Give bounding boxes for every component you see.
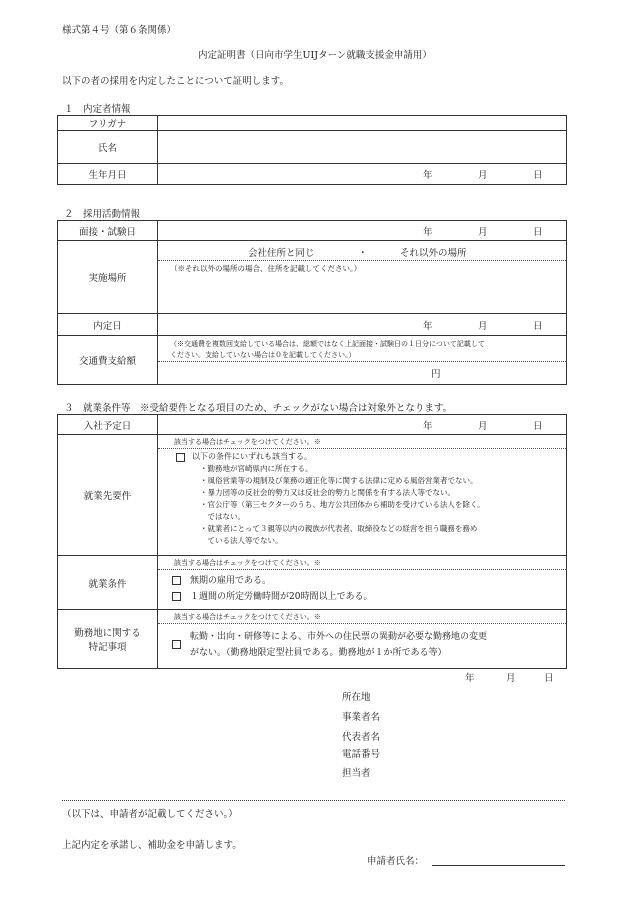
dotted-divider	[158, 569, 566, 570]
employer-item: ・官公庁等（第三セクターのうち、地方公共団体から補助を受けている法人を除く。	[200, 500, 485, 509]
birth-date-field[interactable]	[158, 164, 567, 185]
employer-item: ・暴力団等の反社会的勢力又は反社会的勢力と関係を有する法人等でない。	[200, 488, 455, 497]
workplace-label-line1: 勤務地に関する	[74, 628, 141, 639]
workplace-label-line2: 特記事項	[88, 642, 127, 653]
workplace-notes-field	[158, 610, 567, 669]
page-title: 内定証明書（日向市学生UIJターン就職支援金申請用）	[198, 50, 432, 61]
travel-cost-field[interactable]	[158, 336, 567, 385]
section2-heading: ２ 採用活動情報	[64, 209, 141, 220]
applicant-info-table	[57, 115, 567, 185]
signature-month: 月	[506, 673, 516, 684]
day-label: 日	[533, 420, 543, 432]
check-note: 該当する場合はチェックをつけてください。※	[174, 559, 321, 567]
day-label: 日	[533, 170, 543, 181]
travel-note-line2: ください。支給していない場合は０を記載してください。）	[170, 351, 356, 359]
dotted-divider	[158, 623, 566, 624]
section3-heading: ３ 就業条件等 ※受給要件となる項目のため、チェックがない場合は対象外となります。	[64, 403, 453, 414]
applicant-statement: 上記内定を承諾し、補助金を申請します。	[62, 840, 242, 851]
travel-cost-label: 交通費支給額	[58, 336, 158, 385]
working-conditions-label: 就業条件	[58, 556, 158, 610]
employer-requirements-label: 就業先要件	[58, 435, 158, 556]
start-date-field[interactable]	[158, 415, 567, 435]
interview-date-field[interactable]	[158, 221, 567, 241]
field-address: 所在地	[342, 692, 371, 703]
field-contact: 担当者	[342, 768, 371, 779]
workplace-text-line1: 転勤・出向・研修等による、市外への住民票の異動が必要な勤務地の変更	[190, 632, 488, 642]
field-company: 事業者名	[342, 712, 381, 723]
month-label: 月	[478, 320, 488, 332]
year-label: 年	[423, 420, 433, 432]
location-option-same[interactable]: 会社住所と同じ	[248, 248, 315, 259]
travel-note-line1: （※交通費を複数回支給している場合は、総額ではなく上記面接・試験日の１日分について記載して	[170, 340, 485, 348]
workplace-notes-label	[58, 610, 158, 669]
location-field[interactable]	[158, 241, 567, 314]
workplace-checkbox[interactable]	[172, 640, 181, 649]
weekly-hours-checkbox[interactable]	[172, 592, 181, 601]
dotted-divider	[158, 260, 566, 261]
year-label: 年	[423, 226, 433, 238]
furigana-label: フリガナ	[58, 116, 158, 131]
check-note: 該当する場合はチェックをつけてください。※	[174, 613, 321, 621]
employer-item: ・就業者にとって３親等以内の親族が代表者、取締役などの経営を担う職務を務め	[200, 524, 478, 533]
furigana-field[interactable]	[158, 116, 567, 131]
dotted-divider	[158, 448, 566, 449]
condition-item: １週間の所定労働時間が20時間以上である。	[190, 592, 373, 602]
yen-label: 円	[431, 369, 441, 380]
applicant-name-label: 申請者氏名：	[367, 856, 425, 867]
employer-item: ・勤務地が宮崎県内に所在する。	[200, 464, 313, 473]
condition-item: 無期の雇用である。	[190, 576, 272, 586]
month-label: 月	[478, 170, 488, 181]
employer-item: ている法人等でない。	[200, 536, 283, 545]
applicant-note: （以下は、申請者が記載してください。）	[62, 809, 238, 820]
permanent-employment-checkbox[interactable]	[172, 576, 181, 585]
year-label: 年	[423, 320, 433, 332]
working-conditions-field	[158, 556, 567, 610]
start-date-label: 入社予定日	[58, 415, 158, 435]
signature-day: 日	[544, 673, 554, 684]
location-separator: ・	[358, 248, 368, 259]
location-note: （※それ以外の場所の場合、住所を記載してください。）	[170, 264, 362, 273]
year-label: 年	[423, 170, 433, 181]
location-option-other[interactable]: それ以外の場所	[400, 248, 467, 259]
month-label: 月	[478, 420, 488, 432]
name-label: 氏名	[58, 131, 158, 164]
employer-requirements-field	[158, 435, 567, 556]
section-divider	[62, 800, 565, 801]
employment-conditions-table	[57, 414, 567, 669]
recruitment-info-table	[57, 220, 567, 385]
field-representative: 代表者名	[342, 732, 381, 743]
offer-date-label: 内定日	[58, 314, 158, 336]
section1-heading: １ 内定者情報	[64, 104, 131, 115]
signature-year: 年	[465, 673, 475, 684]
offer-date-field[interactable]	[158, 314, 567, 336]
workplace-text-line2: がない。（勤務地限定型社員である。勤務地が１か所である等）	[190, 648, 447, 658]
employer-checkbox[interactable]	[176, 453, 185, 462]
month-label: 月	[478, 226, 488, 238]
day-label: 日	[533, 226, 543, 238]
check-note: 該当する場合はチェックをつけてください。※	[174, 438, 321, 446]
location-label: 実施場所	[58, 241, 158, 314]
birth-label: 生年月日	[58, 164, 158, 185]
field-phone: 電話番号	[342, 749, 381, 760]
employer-main-text: 以下の条件にいずれも該当する。	[192, 452, 312, 461]
applicant-name-field[interactable]	[432, 864, 565, 866]
employer-item: ・風俗営業等の規制及び業務の適正化等に関する法律に定める風俗営業者でない。	[200, 476, 478, 485]
employer-item: ではない。	[200, 512, 245, 521]
day-label: 日	[533, 320, 543, 332]
interview-date-label: 面接・試験日	[58, 221, 158, 241]
name-field[interactable]	[158, 131, 567, 164]
intro-text: 以下の者の採用を内定したことについて証明します。	[62, 76, 290, 87]
form-number: 様式第４号（第６条関係）	[62, 25, 177, 36]
dotted-divider	[158, 361, 566, 362]
